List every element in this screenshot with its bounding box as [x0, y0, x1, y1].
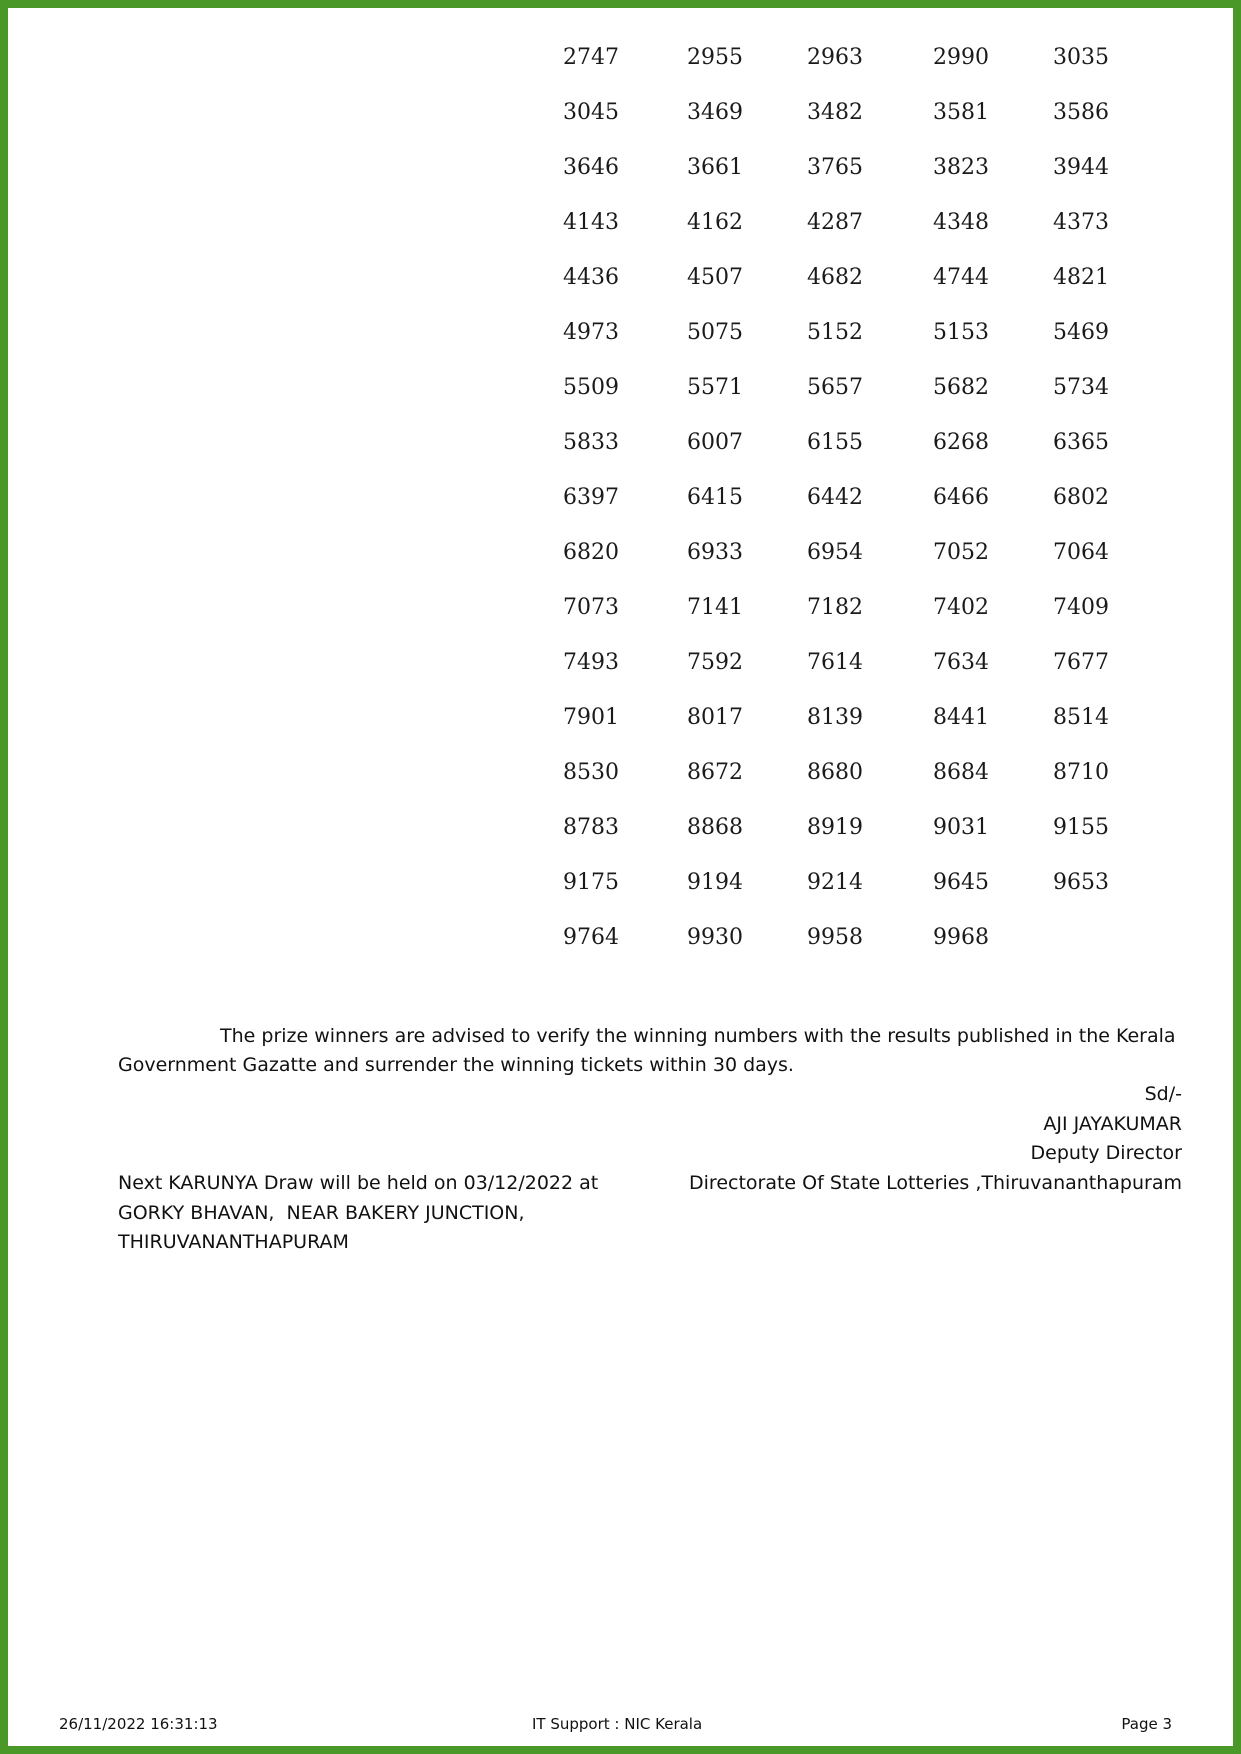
winning-number: 3646 — [563, 155, 619, 180]
winning-number: 7634 — [933, 650, 989, 675]
winning-number: 4162 — [687, 210, 743, 235]
winning-number: 8710 — [1053, 760, 1109, 785]
winning-number: 5153 — [933, 320, 989, 345]
winning-number: 9645 — [933, 870, 989, 895]
winning-number: 7677 — [1053, 650, 1109, 675]
winning-number: 3944 — [1053, 155, 1109, 180]
winning-number: 9764 — [563, 925, 619, 950]
winning-number: 4507 — [687, 265, 743, 290]
winning-number: 6820 — [563, 540, 619, 565]
footer-page-number: Page 3 — [1121, 1715, 1172, 1733]
winning-number: 6933 — [687, 540, 743, 565]
winning-number: 2747 — [563, 45, 619, 70]
winning-number: 4143 — [563, 210, 619, 235]
winning-number: 9968 — [933, 925, 989, 950]
winning-number: 8017 — [687, 705, 743, 730]
winning-number: 4744 — [933, 265, 989, 290]
winning-number: 5657 — [807, 375, 863, 400]
winning-number: 8684 — [933, 760, 989, 785]
winning-number: 5469 — [1053, 320, 1109, 345]
winning-number: 6442 — [807, 485, 863, 510]
signatory-office: Directorate Of State Lotteries ,Thiruvananthapuram — [689, 1171, 1182, 1194]
winning-number: 7064 — [1053, 540, 1109, 565]
winning-number: 6397 — [563, 485, 619, 510]
winning-number: 5509 — [563, 375, 619, 400]
winning-number: 4821 — [1053, 265, 1109, 290]
winning-number: 2990 — [933, 45, 989, 70]
winning-number: 4682 — [807, 265, 863, 290]
winning-number: 6415 — [687, 485, 743, 510]
winning-number: 7614 — [807, 650, 863, 675]
winning-number: 5833 — [563, 430, 619, 455]
winning-number: 4373 — [1053, 210, 1109, 235]
winning-number: 3035 — [1053, 45, 1109, 70]
winning-number: 8530 — [563, 760, 619, 785]
winning-number: 3482 — [807, 100, 863, 125]
winning-number: 5075 — [687, 320, 743, 345]
winning-number: 7402 — [933, 595, 989, 620]
winning-number: 7409 — [1053, 595, 1109, 620]
winning-number: 6365 — [1053, 430, 1109, 455]
signature-sd: Sd/- — [1144, 1083, 1182, 1105]
winning-number: 8868 — [687, 815, 743, 840]
footer-it-support: IT Support : NIC Kerala — [532, 1715, 703, 1733]
winning-number: 6954 — [807, 540, 863, 565]
winning-number: 6155 — [807, 430, 863, 455]
next-draw-line-1: Next KARUNYA Draw will be held on 03/12/2022 at — [118, 1172, 599, 1194]
winning-number: 8441 — [933, 705, 989, 730]
winning-number: 8919 — [807, 815, 863, 840]
winning-number: 5152 — [807, 320, 863, 345]
winning-number: 4973 — [563, 320, 619, 345]
next-draw-line-3: THIRUVANANTHAPURAM — [118, 1231, 349, 1253]
winning-number: 9958 — [807, 925, 863, 950]
winning-number: 4287 — [807, 210, 863, 235]
winning-number: 7052 — [933, 540, 989, 565]
winning-number: 3661 — [687, 155, 743, 180]
winning-number: 3586 — [1053, 100, 1109, 125]
winning-number: 9175 — [563, 870, 619, 895]
winning-number: 8680 — [807, 760, 863, 785]
winning-number: 6007 — [687, 430, 743, 455]
next-draw-line-2: GORKY BHAVAN, NEAR BAKERY JUNCTION, — [118, 1201, 525, 1224]
winning-number: 3581 — [933, 100, 989, 125]
winning-number: 2955 — [687, 45, 743, 70]
winning-number: 3823 — [933, 155, 989, 180]
winning-number: 7182 — [807, 595, 863, 620]
winning-number: 3765 — [807, 155, 863, 180]
winning-number: 7141 — [687, 595, 743, 620]
winning-number: 9194 — [687, 870, 743, 895]
prize-advice-notice: The prize winners are advised to verify the winning numbers with the results published in the Kerala Government Gazatte and surrender the winning tickets within 30 days. — [118, 1025, 1176, 1076]
winning-number: 4436 — [563, 265, 619, 290]
winning-number: 8514 — [1053, 705, 1109, 730]
winning-number: 5571 — [687, 375, 743, 400]
winning-number: 7592 — [687, 650, 743, 675]
winning-number: 5682 — [933, 375, 989, 400]
winning-number: 9031 — [933, 815, 989, 840]
winning-number: 7493 — [563, 650, 619, 675]
winning-number: 9653 — [1053, 870, 1109, 895]
winning-number: 8672 — [687, 760, 743, 785]
footer-timestamp: 26/11/2022 16:31:13 — [59, 1715, 218, 1733]
winning-number: 6802 — [1053, 485, 1109, 510]
next-draw-info — [118, 1169, 638, 1258]
signatory-name: AJI JAYAKUMAR — [1043, 1112, 1182, 1135]
winning-number: 7901 — [563, 705, 619, 730]
winning-number: 4348 — [933, 210, 989, 235]
winning-number: 9930 — [687, 925, 743, 950]
winning-number: 2963 — [807, 45, 863, 70]
winning-number: 8139 — [807, 705, 863, 730]
winning-number: 7073 — [563, 595, 619, 620]
winning-number: 6466 — [933, 485, 989, 510]
winning-number: 3045 — [563, 100, 619, 125]
winning-number: 8783 — [563, 815, 619, 840]
winning-number: 6268 — [933, 430, 989, 455]
signatory-designation: Deputy Director — [1030, 1142, 1182, 1164]
winning-number: 3469 — [687, 100, 743, 125]
winning-number: 5734 — [1053, 375, 1109, 400]
winning-number: 9155 — [1053, 815, 1109, 840]
winning-number: 9214 — [807, 870, 863, 895]
signature-block — [689, 1080, 1182, 1198]
